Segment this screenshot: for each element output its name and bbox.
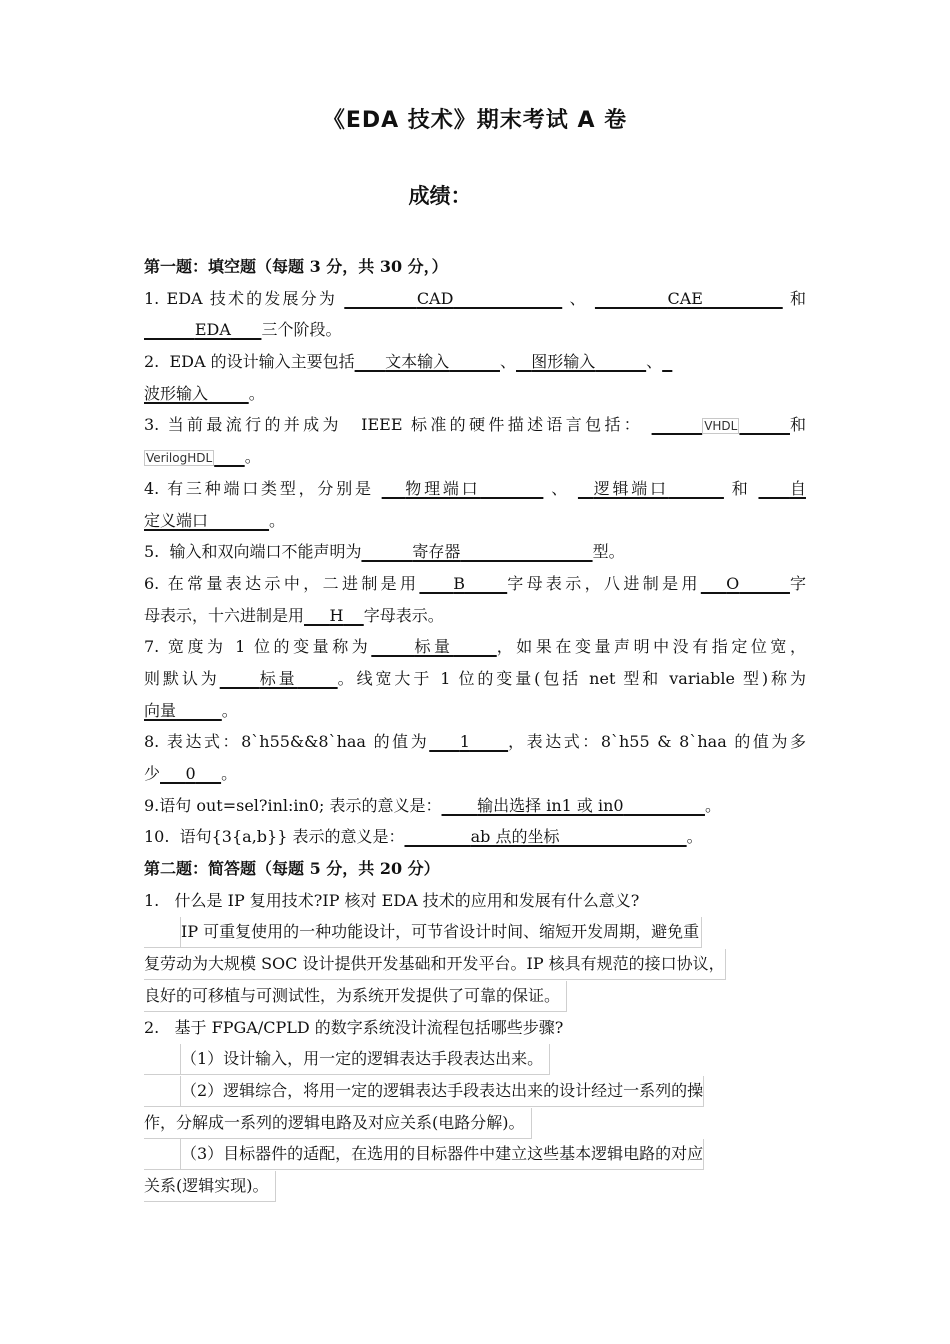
q1-line1: 1. EDA 技术的发展分为 CAD 、 CAE 和: [144, 288, 807, 308]
q3-line2: VerilogHDL 。: [146, 447, 261, 467]
q8-line1: 8. 表达式：8`h55&&8`haa 的值为 1 ，表达式：8`h55 & 8`haa 的值为多: [144, 732, 806, 752]
q7-line2: 则默认为 标量 。线宽大于 1 位的变量(包括 net 型和 variable 型)称为: [144, 668, 806, 688]
q4-answer-2: 逻辑端口: [593, 478, 669, 498]
q6-answer-2: O: [726, 573, 740, 593]
q8-answer-2: 0: [185, 764, 196, 783]
s2-q2-answer-line2: （2）逻辑综合，将用一定的逻辑表达手段表达出来的设计经过一系列的操: [144, 1075, 806, 1107]
q4-answer-1: 物理端口: [405, 478, 481, 498]
q5-answer: 寄存器: [412, 542, 461, 562]
s2-q1-answer-line3: 良好的可移植与可测试性，为系统开发提供了可靠的保证。: [144, 980, 806, 1012]
q4-answer-3a: 自: [789, 478, 806, 498]
q6-answer-3: H: [329, 605, 344, 625]
q2-answer-2: 图形输入: [531, 352, 596, 372]
q7-answer-1: 标量: [414, 637, 454, 657]
q4-answer-3b: 定义端口: [144, 510, 209, 530]
q5-line: 5. 输入和双向端口不能声明为 寄存器 型。: [144, 542, 625, 562]
q3-line1: 3. 当前最流行的并成为 IEEE 标准的硬件描述语言包括： VHDL 和: [144, 415, 806, 435]
s2-q2-answer-line3: 作，分解成一系列的逻辑电路及对应关系(电路分解)。: [144, 1107, 806, 1139]
s2-q1-answer-line1: IP 可重复使用的一种功能设计，可节省设计时间、缩短开发周期，避免重: [144, 916, 806, 948]
q1-answer-1: CAD: [416, 288, 454, 308]
q8-answer-1: 1: [459, 732, 470, 752]
q9-line: 9.语句 out=sel?inl:in0; 表示的意义是： 输出选择 in1 或 in0 。: [144, 795, 721, 815]
q6-answer-1: B: [453, 573, 465, 593]
q3-answer-1: VHDL: [704, 419, 738, 434]
q6-line2: 母表示，十六进制是用 H 字母表示。: [144, 605, 444, 625]
s2-q2-answer-line1: （1）设计输入，用一定的逻辑表达手段表达出来。: [144, 1043, 806, 1075]
s2-q2-answer-line5: 关系(逻辑实现)。: [144, 1170, 806, 1202]
s2-q1-question: 1. 什么是 IP 复用技术?IP 核对 EDA 技术的应用和发展有什么意义?: [144, 890, 640, 910]
q1-answer-3: EDA: [194, 320, 231, 340]
q1-answer-2: CAE: [667, 288, 703, 308]
page-title: 《EDA 技术》期末考试 A 卷: [322, 108, 628, 133]
q7-answer-3: 向量: [144, 700, 177, 720]
q2-line1: 2. EDA 的设计输入主要包括 文本输入 、 图形输入 、: [144, 352, 663, 372]
q1-line2: EDA 三个阶段。: [144, 314, 806, 346]
q4-line1: 4. 有三种端口类型，分别是 物理端口 、 逻辑端口 和 自: [144, 478, 806, 498]
q7-line3: 向量 。: [144, 700, 238, 720]
q10-answer: ab 点的坐标: [470, 827, 560, 847]
exam-body: [144, 251, 806, 1202]
q6-line1: 6. 在常量表达示中，二进制是用 B 字母表示，八进制是用 O 字: [144, 573, 806, 593]
q2-answer-3: 波形输入: [144, 383, 209, 403]
q10-line: 10. 语句{3{a,b}} 表示的意义是： ab 点的坐标 。: [144, 827, 703, 847]
q7-line1: 7. 宽度为 1 位的变量称为 标量 ，如果在变量声明中没有指定位宽，: [144, 637, 806, 657]
section1-heading: 第一题：填空题（每题 3 分，共 30 分，）: [144, 257, 448, 276]
q7-answer-2: 标量: [259, 668, 298, 688]
q4-line2: 定义端口 。: [144, 510, 286, 530]
score-label: 成绩：: [408, 184, 472, 208]
q8-line2: 少 0 。: [144, 764, 238, 783]
s2-q1-answer-line2: 复劳动为大规模 SOC 设计提供开发基础和开发平台。IP 核具有规范的接口协议，: [144, 948, 806, 980]
q3-answer-2: VerilogHDL: [146, 451, 213, 466]
q9-answer: 输出选择 in1 或 in0: [477, 795, 624, 815]
q2-answer-1: 文本输入: [385, 352, 450, 372]
s2-q2-answer-line4: （3）目标器件的适配，在选用的目标器件中建立这些基本逻辑电路的对应: [144, 1138, 806, 1170]
section2-heading: 第二题：简答题（每题 5 分，共 20 分）: [144, 859, 440, 879]
s2-q2-question: 2. 基于 FPGA/CPLD 的数字系统没计流程包括哪些步骤?: [144, 1017, 564, 1037]
q2-line2: 波形输入 。: [144, 383, 265, 403]
